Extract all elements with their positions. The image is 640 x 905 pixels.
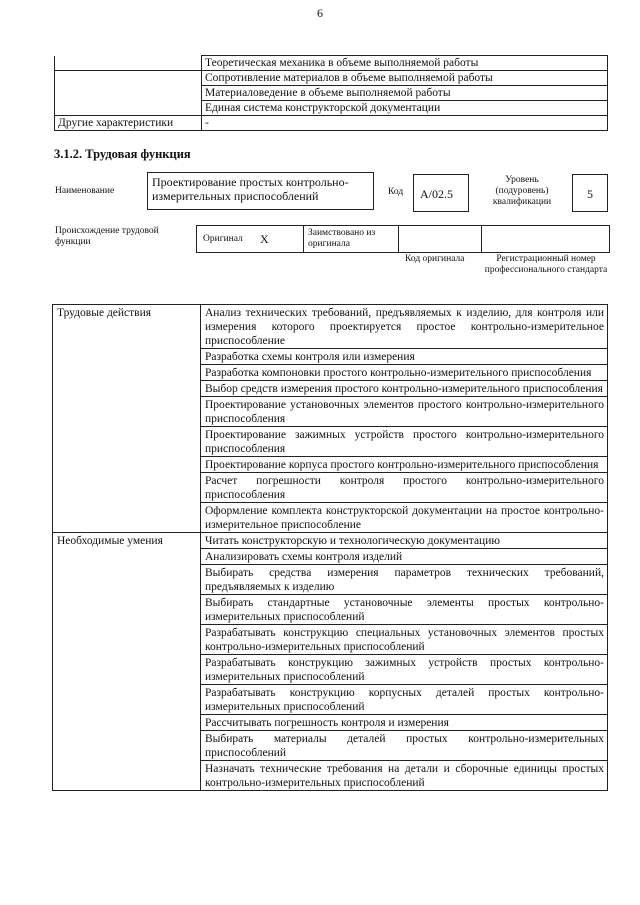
skill-item: Читать конструкторскую и технологическую документацию (201, 533, 608, 549)
table-row (55, 101, 608, 116)
table-row (55, 71, 608, 86)
divider (303, 226, 304, 252)
labor-action-item: Проектирование установочных элементов простого контрольно-измерительного приспособления (201, 397, 608, 427)
top-table (54, 55, 608, 131)
code-label: Код (388, 187, 404, 197)
name-value: Проектирование простых контрольно-измерительных приспособлений (147, 172, 374, 210)
table-cell-label (55, 56, 202, 71)
labor-action-item: Выбор средств измерения простого контрольно-измерительного приспособления (201, 381, 608, 397)
section-title: 3.1.2. Трудовая функция (54, 147, 191, 161)
skill-item: Разрабатывать конструкцию специальных установочных элементов простых контрольно-измерительных приспособлений (201, 625, 608, 655)
labor-action-item: Проектирование корпуса простого контрольно-измерительного приспособления (201, 457, 608, 473)
labor-action-item: Разработка компоновки простого контрольно-измерительного приспособления (201, 365, 608, 381)
table-cell-value: Единая система конструкторской документации (202, 101, 608, 116)
table-cell-label (55, 101, 202, 116)
labor-action-item: Расчет погрешности контроля простого контрольно-измерительного приспособления (201, 473, 608, 503)
level-value: 5 (572, 174, 608, 212)
table-cell-label (55, 86, 202, 101)
table-row (53, 533, 608, 549)
labor-action-item: Разработка схемы контроля или измерения (201, 349, 608, 365)
origin-label: Происхождение трудовой функции (55, 226, 159, 247)
table-row (53, 305, 608, 349)
borrowed-label: Заимствовано из оригинала (308, 228, 376, 249)
labor-actions-label: Трудовые действия (53, 305, 201, 533)
table-row (55, 116, 608, 131)
code-value: А/02.5 (413, 174, 469, 212)
table-row (55, 56, 608, 71)
original-label: Оригинал (203, 234, 243, 244)
origin-box (196, 225, 610, 253)
divider (481, 226, 482, 252)
code-original-label: Код оригинала (405, 254, 465, 264)
table-cell-label (55, 71, 202, 86)
skill-item: Выбирать средства измерения параметров технических требований, предъявляемых к изделию (201, 565, 608, 595)
main-table (52, 304, 608, 791)
skill-item: Анализировать схемы контроля изделий (201, 549, 608, 565)
table-cell-value: Материаловедение в объеме выполняемой работы (202, 86, 608, 101)
labor-action-item: Анализ технических требований, предъявляемых к изделию, для контроля или измерения которого проектируется простое контрольно-измерительное приспособление (201, 305, 608, 349)
divider (398, 226, 399, 252)
table-cell-value: - (202, 116, 608, 131)
skill-item: Рассчитывать погрешность контроля и измерения (201, 715, 608, 731)
labor-action-item: Проектирование зажимных устройств простого контрольно-измерительного приспособления (201, 427, 608, 457)
table-cell-value: Теоретическая механика в объеме выполняемой работы (202, 56, 608, 71)
page-number: 6 (317, 6, 323, 20)
table-cell-label: Другие характеристики (55, 116, 202, 131)
labor-action-item: Оформление комплекта конструкторской документации на простое контрольно-измерительное приспособление (201, 503, 608, 533)
reg-number-label: Регистрационный номер профессионального стандарта (484, 254, 608, 275)
skill-item: Разрабатывать конструкцию корпусных деталей простых контрольно-измерительных приспособлений (201, 685, 608, 715)
original-mark: Х (260, 232, 269, 246)
table-cell-value: Сопротивление материалов в объеме выполняемой работы (202, 71, 608, 86)
skill-item: Разрабатывать конструкцию зажимных устройств простых контрольно-измерительных приспособлений (201, 655, 608, 685)
name-label: Наименование (55, 186, 115, 196)
skills-label: Необходимые умения (53, 533, 201, 791)
skill-item: Выбирать стандартные установочные элементы простых контрольно-измерительных приспособлений (201, 595, 608, 625)
skill-item: Выбирать материалы деталей простых контрольно-измерительных приспособлений (201, 731, 608, 761)
level-label: Уровень (подуровень) квалификации (492, 175, 552, 207)
table-row (55, 86, 608, 101)
skill-item: Назначать технические требования на детали и сборочные единицы простых контрольно-измерительных приспособлений (201, 761, 608, 791)
